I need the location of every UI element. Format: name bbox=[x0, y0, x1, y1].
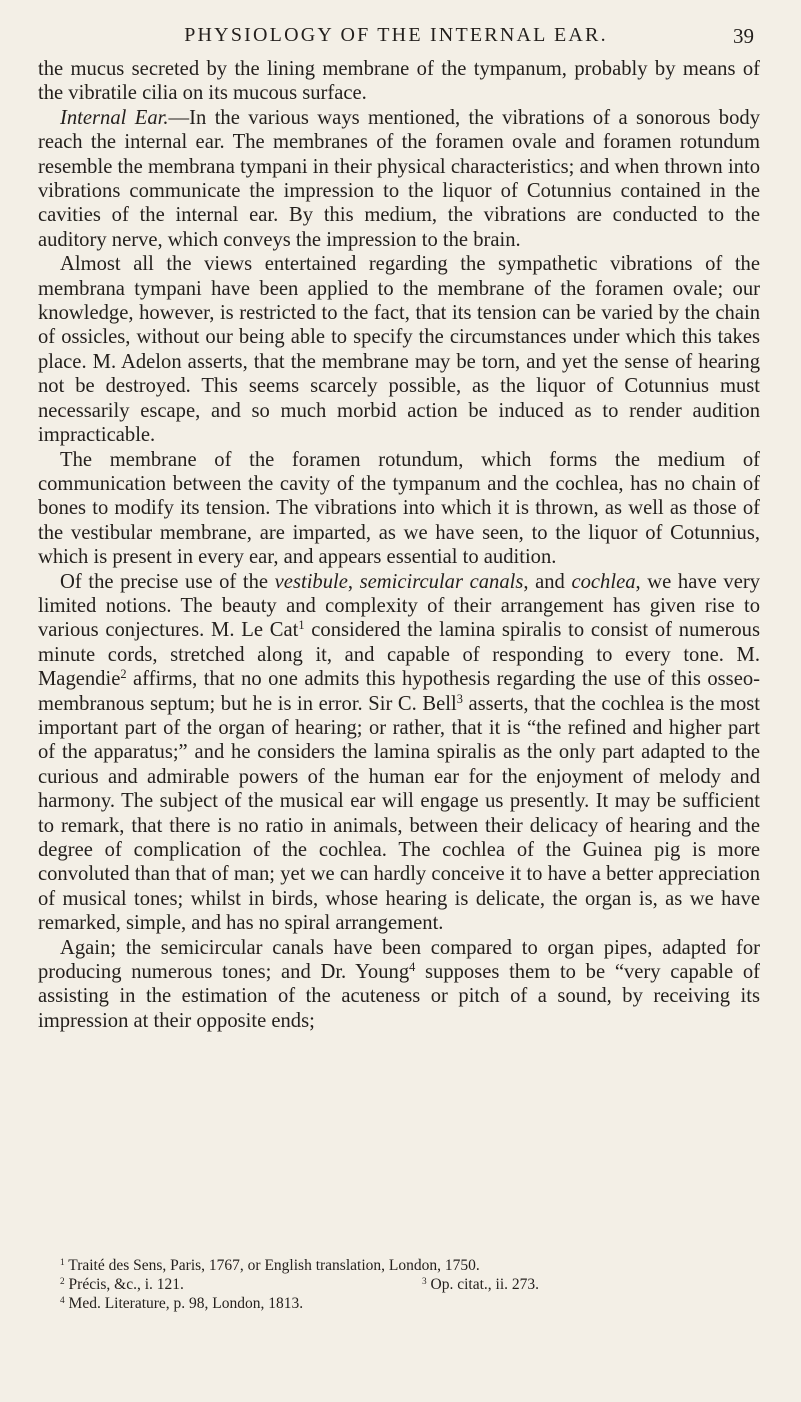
paragraph-text: , bbox=[347, 570, 360, 593]
term-semicircular-canals: semicircular canals bbox=[359, 570, 524, 593]
page-number: 39 bbox=[733, 24, 754, 48]
paragraph-cochlea bbox=[38, 570, 760, 936]
paragraph-internal-ear bbox=[38, 106, 760, 252]
paragraph-text: Almost all the views entertained regarding the sympathetic vibrations of the membrana tympani have been applied to the membrane of the foramen ovale; our knowledge, however, is restricted to the fact, that its tension can be varied by the chain of ossicles, without our being able to specify the circumstances under which this takes place. M. Adelon asserts, that the membrane may be torn, and yet the sense of hearing not be destroyed. This seems scarcely possible, as the liquor of Cotunnius must necessarily escape, and so much morbid action be induced as to render audition impracticable. bbox=[38, 253, 760, 447]
footnotes bbox=[38, 1256, 760, 1313]
footnote-ref-3: 3 bbox=[456, 691, 463, 706]
paragraph-text: asserts, that the cochlea is the most important part of the organ of hearing; or rather, that it is “the refined and higher part of the apparatus;” and he considers the lamina spiralis as the only part adapted to the curious and admirable powers of the human ear for the enjoyment of melody and harmony. The subject of the musical ear will engage us presently. It may be sufficient to remark, that there is no ratio in animals, between their delicacy of hearing and the degree of complication of the cochlea. The cochlea of the Guinea pig is more convoluted than that of man; yet we can hardly conceive it to have a better appreciation of musical tones; whilst in birds, whose hearing is delicate, the organ is, as we have remarked, simple, and has no spiral arrangement. bbox=[38, 692, 760, 935]
paragraph-text: Again; the semicircular canals have been compared to organ pipes, adapted for producing numerous tones; and Dr. Young bbox=[38, 936, 760, 984]
paragraph-continued bbox=[38, 57, 760, 106]
footnote-mark: 1 bbox=[60, 1257, 65, 1268]
footnote-ref-1: 1 bbox=[298, 618, 305, 633]
term-cochlea: cochlea bbox=[571, 570, 636, 593]
footnote-text: Op. citat., ii. 273. bbox=[430, 1276, 540, 1293]
running-head: PHYSIOLOGY OF THE INTERNAL EAR. bbox=[184, 24, 608, 46]
footnote-2 bbox=[38, 1275, 400, 1294]
paragraph-foramen-ovale bbox=[38, 252, 760, 447]
paragraph-text: The membrane of the foramen rotundum, which forms the medium of communication between the cavity of the tympanum and the cochlea, has no chain of bones to modify its tension. The vibrations into which it is thrown, as well as those of the vestibular membrane, are imparted, as we have seen, to the liquor of Cotunnius, which is present in every ear, and appears essential to audition. bbox=[38, 448, 760, 569]
footnote-1 bbox=[38, 1256, 760, 1275]
footnote-4 bbox=[38, 1294, 760, 1313]
paragraph-text: the mucus secreted by the lining membrane of the tympanum, probably by means of the vibratile cilia on its mucous surface. bbox=[38, 58, 760, 105]
paragraph-foramen-rotundum bbox=[38, 448, 760, 570]
term-vestibule: vestibule bbox=[274, 570, 348, 593]
footnote-ref-2: 2 bbox=[120, 667, 127, 682]
footnote-row bbox=[38, 1275, 760, 1294]
section-heading-internal-ear: Internal Ear. bbox=[60, 106, 169, 129]
paragraph-text: considered the lamina spiralis to consist of numerous minute cords, stretched along it, and capable of responding to every tone. M. Magendie bbox=[38, 619, 760, 691]
paragraph-text: —In the various ways mentioned, the vibrations of a sonorous body reach the internal ear. The membranes of the foramen ovale and foramen rotundum resemble the membrana tympani in their physical characteristics; and when thrown into vibrations communicate the impression to the liquor of Cotunnius contained in the cavities of the internal ear. By this medium, the vibrations are conducted to the auditory nerve, which conveys the impression to the brain. bbox=[38, 106, 760, 251]
paragraph-text: , we have very limited notions. The beauty and complexity of their arrangement has given rise to various conjectures. M. Le Cat bbox=[38, 570, 761, 642]
paragraph-text: affirms, that no one admits this hypothesis regarding the use of this osseo-membranous septum; but he is in error. Sir C. Bell bbox=[38, 668, 760, 715]
footnote-text: Précis, &c., i. 121. bbox=[68, 1276, 184, 1293]
footnote-ref-4: 4 bbox=[409, 960, 416, 975]
paragraph-text: Of the precise use of the bbox=[60, 570, 275, 593]
paragraph-semicircular-canals bbox=[38, 936, 760, 1034]
footnote-3 bbox=[400, 1275, 539, 1294]
footnote-text: Med. Literature, p. 98, London, 1813. bbox=[68, 1295, 304, 1312]
footnote-mark: 3 bbox=[422, 1276, 427, 1287]
footnote-mark: 4 bbox=[60, 1295, 65, 1306]
footnote-mark: 2 bbox=[60, 1276, 65, 1287]
paragraph-text: , and bbox=[523, 570, 572, 593]
paragraph-text: supposes them to be “very capable of assisting in the estimation of the acuteness or pitch of a sound, by receiving its impression at their opposite ends; bbox=[38, 961, 760, 1032]
page-header bbox=[38, 20, 754, 52]
body-text bbox=[38, 57, 760, 1033]
footnote-text: Traité des Sens, Paris, 1767, or English translation, London, 1750. bbox=[68, 1257, 480, 1274]
